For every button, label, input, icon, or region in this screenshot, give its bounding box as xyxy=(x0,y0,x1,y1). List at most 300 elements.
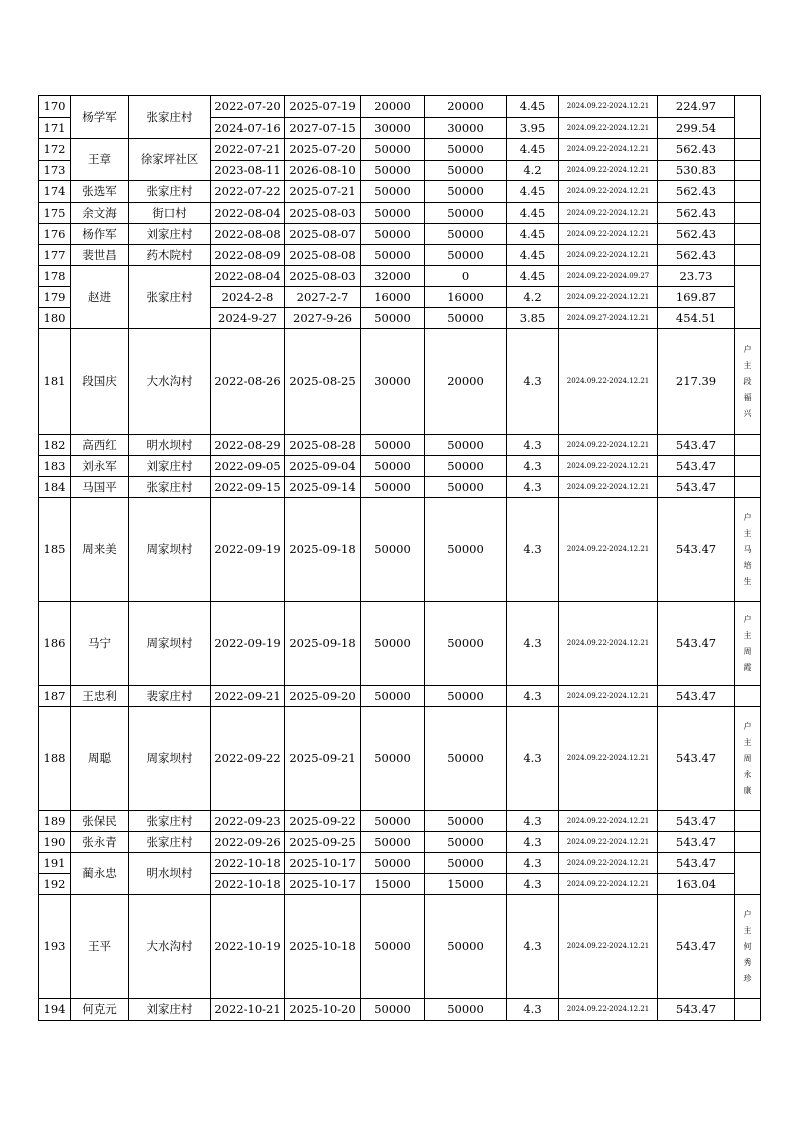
interest-period-cell: 2024.09.22-2024.12.21 xyxy=(559,245,658,266)
balance-cell: 16000 xyxy=(425,287,507,308)
interest-rate-cell: 4.2 xyxy=(507,161,559,181)
balance-cell: 50000 xyxy=(425,224,507,245)
village-cell: 裴家庄村 xyxy=(129,686,211,707)
interest-rate-cell: 4.3 xyxy=(507,435,559,456)
remark-char: 马 xyxy=(743,544,752,554)
interest-rate-cell: 4.3 xyxy=(507,707,559,811)
end-date-cell: 2025-09-18 xyxy=(285,602,361,686)
remark-char: 主 xyxy=(743,630,752,640)
row-number-cell: 175 xyxy=(39,203,71,224)
remark-char: 段 xyxy=(743,376,752,386)
row-number-cell: 173 xyxy=(39,161,71,181)
borrower-name-cell: 杨学军 xyxy=(71,96,129,139)
start-date-cell: 2022-10-18 xyxy=(211,853,285,874)
interest-amount-cell: 543.47 xyxy=(658,853,735,874)
balance-cell: 20000 xyxy=(425,96,507,118)
loan-amount-cell: 50000 xyxy=(361,895,425,999)
row-number-cell: 186 xyxy=(39,602,71,686)
village-cell: 张家庄村 xyxy=(129,477,211,498)
remark-char: 福 xyxy=(743,392,752,402)
interest-period-cell: 2024.09.22-2024.12.21 xyxy=(559,435,658,456)
interest-rate-cell: 3.85 xyxy=(507,308,559,329)
balance-cell: 50000 xyxy=(425,853,507,874)
interest-amount-cell: 562.43 xyxy=(658,224,735,245)
balance-cell: 30000 xyxy=(425,118,507,139)
interest-rate-cell: 4.3 xyxy=(507,686,559,707)
start-date-cell: 2022-08-09 xyxy=(211,245,285,266)
interest-amount-cell: 543.47 xyxy=(658,498,735,602)
loan-amount-cell: 50000 xyxy=(361,245,425,266)
start-date-cell: 2024-9-27 xyxy=(211,308,285,329)
remark-cell xyxy=(735,456,761,477)
interest-period-cell: 2024.09.22-2024.12.21 xyxy=(559,118,658,139)
loan-amount-cell: 50000 xyxy=(361,224,425,245)
remark-cell xyxy=(735,498,761,602)
row-number-cell: 174 xyxy=(39,181,71,203)
remark-cell xyxy=(735,181,761,203)
start-date-cell: 2022-08-08 xyxy=(211,224,285,245)
interest-amount-cell: 562.43 xyxy=(658,203,735,224)
table-row xyxy=(39,707,761,811)
end-date-cell: 2025-10-20 xyxy=(285,999,361,1021)
interest-period-cell: 2024.09.27-2024.12.21 xyxy=(559,308,658,329)
start-date-cell: 2022-07-22 xyxy=(211,181,285,203)
remark-char: 生 xyxy=(743,576,752,586)
remark-cell xyxy=(735,245,761,266)
borrower-name-cell: 马宁 xyxy=(71,602,129,686)
interest-amount-cell: 224.97 xyxy=(658,96,735,118)
table-row xyxy=(39,181,761,203)
balance-cell: 50000 xyxy=(425,811,507,832)
row-number-cell: 191 xyxy=(39,853,71,874)
remark-char: 周 xyxy=(743,753,752,763)
loan-amount-cell: 30000 xyxy=(361,329,425,435)
end-date-cell: 2025-08-08 xyxy=(285,245,361,266)
end-date-cell: 2025-09-22 xyxy=(285,811,361,832)
interest-period-cell: 2024.09.22-2024.09.27 xyxy=(559,266,658,287)
table-row xyxy=(39,224,761,245)
balance-cell: 50000 xyxy=(425,686,507,707)
village-cell: 明水坝村 xyxy=(129,435,211,456)
table-row xyxy=(39,245,761,266)
row-number-cell: 189 xyxy=(39,811,71,832)
table-row xyxy=(39,139,761,161)
village-cell: 徐家坪社区 xyxy=(129,139,211,181)
interest-amount-cell: 562.43 xyxy=(658,181,735,203)
interest-period-cell: 2024.09.22-2024.12.21 xyxy=(559,139,658,161)
interest-period-cell: 2024.09.22-2024.12.21 xyxy=(559,477,658,498)
borrower-name-cell: 蔺永忠 xyxy=(71,853,129,895)
row-number-cell: 193 xyxy=(39,895,71,999)
interest-rate-cell: 4.3 xyxy=(507,602,559,686)
village-cell: 明水坝村 xyxy=(129,853,211,895)
balance-cell: 50000 xyxy=(425,161,507,181)
loan-amount-cell: 50000 xyxy=(361,707,425,811)
end-date-cell: 2027-2-7 xyxy=(285,287,361,308)
village-cell: 刘家庄村 xyxy=(129,224,211,245)
row-number-cell: 194 xyxy=(39,999,71,1021)
end-date-cell: 2025-09-04 xyxy=(285,456,361,477)
village-cell: 大水沟村 xyxy=(129,329,211,435)
balance-cell: 50000 xyxy=(425,895,507,999)
village-cell: 张家庄村 xyxy=(129,266,211,329)
remark-cell xyxy=(735,329,761,435)
remark-cell xyxy=(735,161,761,181)
interest-amount-cell: 543.47 xyxy=(658,811,735,832)
row-number-cell: 183 xyxy=(39,456,71,477)
table-row xyxy=(39,602,761,686)
interest-period-cell: 2024.09.22-2024.12.21 xyxy=(559,96,658,118)
loan-amount-cell: 16000 xyxy=(361,287,425,308)
interest-amount-cell: 562.43 xyxy=(658,245,735,266)
remark-cell xyxy=(735,96,761,139)
interest-rate-cell: 4.3 xyxy=(507,895,559,999)
start-date-cell: 2022-09-19 xyxy=(211,498,285,602)
interest-rate-cell: 3.95 xyxy=(507,118,559,139)
table-row xyxy=(39,811,761,832)
interest-period-cell: 2024.09.22-2024.12.21 xyxy=(559,832,658,853)
interest-amount-cell: 543.47 xyxy=(658,707,735,811)
interest-rate-cell: 4.45 xyxy=(507,181,559,203)
row-number-cell: 181 xyxy=(39,329,71,435)
borrower-name-cell: 高西红 xyxy=(71,435,129,456)
remark-char: 主 xyxy=(743,925,752,935)
balance-cell: 50000 xyxy=(425,308,507,329)
table-row xyxy=(39,203,761,224)
loan-amount-cell: 50000 xyxy=(361,853,425,874)
remark-cell xyxy=(735,602,761,686)
interest-amount-cell: 543.47 xyxy=(658,435,735,456)
remark-cell xyxy=(735,266,761,329)
start-date-cell: 2022-08-26 xyxy=(211,329,285,435)
loan-amount-cell: 30000 xyxy=(361,118,425,139)
table-row xyxy=(39,832,761,853)
remark-cell xyxy=(735,999,761,1021)
interest-amount-cell: 543.47 xyxy=(658,686,735,707)
borrower-name-cell: 周来美 xyxy=(71,498,129,602)
start-date-cell: 2022-09-19 xyxy=(211,602,285,686)
loan-amount-cell: 20000 xyxy=(361,96,425,118)
remark-char: 周 xyxy=(743,646,752,656)
remark-char: 户 xyxy=(743,721,752,731)
village-cell: 周家坝村 xyxy=(129,707,211,811)
row-number-cell: 178 xyxy=(39,266,71,287)
borrower-name-cell: 王章 xyxy=(71,139,129,181)
balance-cell: 50000 xyxy=(425,707,507,811)
remark-char: 户 xyxy=(743,512,752,522)
table-row xyxy=(39,456,761,477)
row-number-cell: 180 xyxy=(39,308,71,329)
end-date-cell: 2025-07-21 xyxy=(285,181,361,203)
row-number-cell: 188 xyxy=(39,707,71,811)
interest-rate-cell: 4.3 xyxy=(507,456,559,477)
row-number-cell: 177 xyxy=(39,245,71,266)
row-number-cell: 185 xyxy=(39,498,71,602)
interest-period-cell: 2024.09.22-2024.12.21 xyxy=(559,287,658,308)
remark-cell xyxy=(735,477,761,498)
row-number-cell: 179 xyxy=(39,287,71,308)
start-date-cell: 2022-10-19 xyxy=(211,895,285,999)
interest-rate-cell: 4.3 xyxy=(507,874,559,895)
village-cell: 刘家庄村 xyxy=(129,456,211,477)
balance-cell: 50000 xyxy=(425,498,507,602)
row-number-cell: 172 xyxy=(39,139,71,161)
end-date-cell: 2025-09-25 xyxy=(285,832,361,853)
remark-char: 康 xyxy=(743,785,752,795)
interest-period-cell: 2024.09.22-2024.12.21 xyxy=(559,707,658,811)
balance-cell: 50000 xyxy=(425,245,507,266)
remark-cell xyxy=(735,203,761,224)
row-number-cell: 171 xyxy=(39,118,71,139)
table-row xyxy=(39,329,761,435)
interest-amount-cell: 169.87 xyxy=(658,287,735,308)
start-date-cell: 2022-10-21 xyxy=(211,999,285,1021)
start-date-cell: 2024-07-16 xyxy=(211,118,285,139)
loan-amount-cell: 50000 xyxy=(361,602,425,686)
interest-period-cell: 2024.09.22-2024.12.21 xyxy=(559,161,658,181)
table-row xyxy=(39,686,761,707)
borrower-name-cell: 何克元 xyxy=(71,999,129,1021)
interest-rate-cell: 4.3 xyxy=(507,477,559,498)
interest-rate-cell: 4.3 xyxy=(507,329,559,435)
village-cell: 张家庄村 xyxy=(129,811,211,832)
end-date-cell: 2025-07-20 xyxy=(285,139,361,161)
loan-amount-cell: 50000 xyxy=(361,161,425,181)
remark-char: 霞 xyxy=(743,662,752,672)
village-cell: 周家坝村 xyxy=(129,602,211,686)
balance-cell: 50000 xyxy=(425,456,507,477)
table-row xyxy=(39,999,761,1021)
table-row xyxy=(39,895,761,999)
end-date-cell: 2025-10-17 xyxy=(285,874,361,895)
balance-cell: 50000 xyxy=(425,435,507,456)
remark-cell xyxy=(735,832,761,853)
interest-rate-cell: 4.2 xyxy=(507,287,559,308)
interest-rate-cell: 4.3 xyxy=(507,853,559,874)
loan-amount-cell: 50000 xyxy=(361,832,425,853)
start-date-cell: 2022-07-21 xyxy=(211,139,285,161)
row-number-cell: 187 xyxy=(39,686,71,707)
table-row xyxy=(39,96,761,118)
borrower-name-cell: 刘永军 xyxy=(71,456,129,477)
end-date-cell: 2025-07-19 xyxy=(285,96,361,118)
interest-rate-cell: 4.45 xyxy=(507,266,559,287)
balance-cell: 50000 xyxy=(425,139,507,161)
interest-rate-cell: 4.3 xyxy=(507,832,559,853)
start-date-cell: 2022-09-15 xyxy=(211,477,285,498)
interest-amount-cell: 543.47 xyxy=(658,602,735,686)
end-date-cell: 2025-09-14 xyxy=(285,477,361,498)
village-cell: 张家庄村 xyxy=(129,832,211,853)
loan-amount-cell: 50000 xyxy=(361,477,425,498)
borrower-name-cell: 张保民 xyxy=(71,811,129,832)
interest-amount-cell: 543.47 xyxy=(658,477,735,498)
borrower-name-cell: 周聪 xyxy=(71,707,129,811)
interest-period-cell: 2024.09.22-2024.12.21 xyxy=(559,602,658,686)
interest-period-cell: 2024.09.22-2024.12.21 xyxy=(559,203,658,224)
loan-amount-cell: 32000 xyxy=(361,266,425,287)
row-number-cell: 192 xyxy=(39,874,71,895)
table-body xyxy=(39,96,761,1021)
loan-amount-cell: 50000 xyxy=(361,203,425,224)
table-row xyxy=(39,435,761,456)
start-date-cell: 2022-09-26 xyxy=(211,832,285,853)
remark-char: 何 xyxy=(743,941,752,951)
remark-char: 户 xyxy=(743,344,752,354)
interest-amount-cell: 217.39 xyxy=(658,329,735,435)
borrower-name-cell: 张选军 xyxy=(71,181,129,203)
start-date-cell: 2022-08-29 xyxy=(211,435,285,456)
interest-period-cell: 2024.09.22-2024.12.21 xyxy=(559,895,658,999)
interest-rate-cell: 4.45 xyxy=(507,245,559,266)
balance-cell: 20000 xyxy=(425,329,507,435)
interest-amount-cell: 454.51 xyxy=(658,308,735,329)
interest-period-cell: 2024.09.22-2024.12.21 xyxy=(559,181,658,203)
end-date-cell: 2025-08-28 xyxy=(285,435,361,456)
remark-cell xyxy=(735,853,761,895)
balance-cell: 50000 xyxy=(425,181,507,203)
start-date-cell: 2022-09-23 xyxy=(211,811,285,832)
end-date-cell: 2025-09-18 xyxy=(285,498,361,602)
remark-cell xyxy=(735,139,761,161)
village-cell: 街口村 xyxy=(129,203,211,224)
interest-rate-cell: 4.3 xyxy=(507,498,559,602)
end-date-cell: 2025-10-17 xyxy=(285,853,361,874)
borrower-name-cell: 马国平 xyxy=(71,477,129,498)
interest-amount-cell: 299.54 xyxy=(658,118,735,139)
interest-period-cell: 2024.09.22-2024.12.21 xyxy=(559,498,658,602)
interest-rate-cell: 4.3 xyxy=(507,999,559,1021)
end-date-cell: 2027-9-26 xyxy=(285,308,361,329)
interest-rate-cell: 4.3 xyxy=(507,811,559,832)
interest-period-cell: 2024.09.22-2024.12.21 xyxy=(559,224,658,245)
table-row xyxy=(39,498,761,602)
loan-amount-cell: 50000 xyxy=(361,686,425,707)
borrower-name-cell: 王平 xyxy=(71,895,129,999)
start-date-cell: 2024-2-8 xyxy=(211,287,285,308)
end-date-cell: 2027-07-15 xyxy=(285,118,361,139)
row-number-cell: 190 xyxy=(39,832,71,853)
interest-rate-cell: 4.45 xyxy=(507,96,559,118)
loan-amount-cell: 50000 xyxy=(361,308,425,329)
loan-amount-cell: 50000 xyxy=(361,456,425,477)
remark-cell xyxy=(735,224,761,245)
interest-rate-cell: 4.45 xyxy=(507,203,559,224)
balance-cell: 50000 xyxy=(425,999,507,1021)
loan-amount-cell: 15000 xyxy=(361,874,425,895)
interest-amount-cell: 530.83 xyxy=(658,161,735,181)
remark-cell xyxy=(735,435,761,456)
remark-cell xyxy=(735,707,761,811)
start-date-cell: 2023-08-11 xyxy=(211,161,285,181)
start-date-cell: 2022-10-18 xyxy=(211,874,285,895)
borrower-name-cell: 裴世昌 xyxy=(71,245,129,266)
remark-char: 秀 xyxy=(743,957,752,967)
remark-char: 户 xyxy=(743,614,752,624)
village-cell: 张家庄村 xyxy=(129,181,211,203)
start-date-cell: 2022-09-22 xyxy=(211,707,285,811)
row-number-cell: 184 xyxy=(39,477,71,498)
interest-amount-cell: 543.47 xyxy=(658,456,735,477)
remark-char: 培 xyxy=(743,560,752,570)
interest-period-cell: 2024.09.22-2024.12.21 xyxy=(559,329,658,435)
loan-amount-cell: 50000 xyxy=(361,811,425,832)
remark-char: 永 xyxy=(743,769,752,779)
loan-amount-cell: 50000 xyxy=(361,999,425,1021)
loan-amount-cell: 50000 xyxy=(361,498,425,602)
end-date-cell: 2025-08-07 xyxy=(285,224,361,245)
loan-table xyxy=(38,95,761,1021)
row-number-cell: 170 xyxy=(39,96,71,118)
interest-amount-cell: 562.43 xyxy=(658,139,735,161)
village-cell: 张家庄村 xyxy=(129,96,211,139)
village-cell: 大水沟村 xyxy=(129,895,211,999)
borrower-name-cell: 张永青 xyxy=(71,832,129,853)
interest-rate-cell: 4.45 xyxy=(507,139,559,161)
interest-amount-cell: 543.47 xyxy=(658,895,735,999)
interest-period-cell: 2024.09.22-2024.12.21 xyxy=(559,999,658,1021)
remark-cell xyxy=(735,895,761,999)
interest-amount-cell: 543.47 xyxy=(658,832,735,853)
balance-cell: 50000 xyxy=(425,203,507,224)
interest-period-cell: 2024.09.22-2024.12.21 xyxy=(559,686,658,707)
borrower-name-cell: 余文海 xyxy=(71,203,129,224)
balance-cell: 15000 xyxy=(425,874,507,895)
row-number-cell: 176 xyxy=(39,224,71,245)
table-row xyxy=(39,853,761,874)
table-row xyxy=(39,477,761,498)
row-number-cell: 182 xyxy=(39,435,71,456)
loan-amount-cell: 50000 xyxy=(361,139,425,161)
balance-cell: 0 xyxy=(425,266,507,287)
end-date-cell: 2025-10-18 xyxy=(285,895,361,999)
balance-cell: 50000 xyxy=(425,477,507,498)
village-cell: 药木院村 xyxy=(129,245,211,266)
balance-cell: 50000 xyxy=(425,602,507,686)
interest-period-cell: 2024.09.22-2024.12.21 xyxy=(559,811,658,832)
start-date-cell: 2022-09-21 xyxy=(211,686,285,707)
end-date-cell: 2026-08-10 xyxy=(285,161,361,181)
end-date-cell: 2025-08-03 xyxy=(285,203,361,224)
remark-char: 主 xyxy=(743,528,752,538)
loan-amount-cell: 50000 xyxy=(361,181,425,203)
end-date-cell: 2025-09-20 xyxy=(285,686,361,707)
interest-period-cell: 2024.09.22-2024.12.21 xyxy=(559,853,658,874)
remark-char: 主 xyxy=(743,737,752,747)
interest-amount-cell: 23.73 xyxy=(658,266,735,287)
borrower-name-cell: 段国庆 xyxy=(71,329,129,435)
remark-char: 珍 xyxy=(743,973,752,983)
start-date-cell: 2022-09-05 xyxy=(211,456,285,477)
start-date-cell: 2022-07-20 xyxy=(211,96,285,118)
remark-char: 主 xyxy=(743,360,752,370)
start-date-cell: 2022-08-04 xyxy=(211,203,285,224)
remark-char: 户 xyxy=(743,909,752,919)
borrower-name-cell: 杨作军 xyxy=(71,224,129,245)
village-cell: 刘家庄村 xyxy=(129,999,211,1021)
interest-amount-cell: 543.47 xyxy=(658,999,735,1021)
end-date-cell: 2025-09-21 xyxy=(285,707,361,811)
remark-char: 兴 xyxy=(743,408,752,418)
interest-period-cell: 2024.09.22-2024.12.21 xyxy=(559,874,658,895)
interest-period-cell: 2024.09.22-2024.12.21 xyxy=(559,456,658,477)
start-date-cell: 2022-08-04 xyxy=(211,266,285,287)
remark-cell xyxy=(735,811,761,832)
loan-amount-cell: 50000 xyxy=(361,435,425,456)
borrower-name-cell: 赵进 xyxy=(71,266,129,329)
village-cell: 周家坝村 xyxy=(129,498,211,602)
interest-rate-cell: 4.45 xyxy=(507,224,559,245)
